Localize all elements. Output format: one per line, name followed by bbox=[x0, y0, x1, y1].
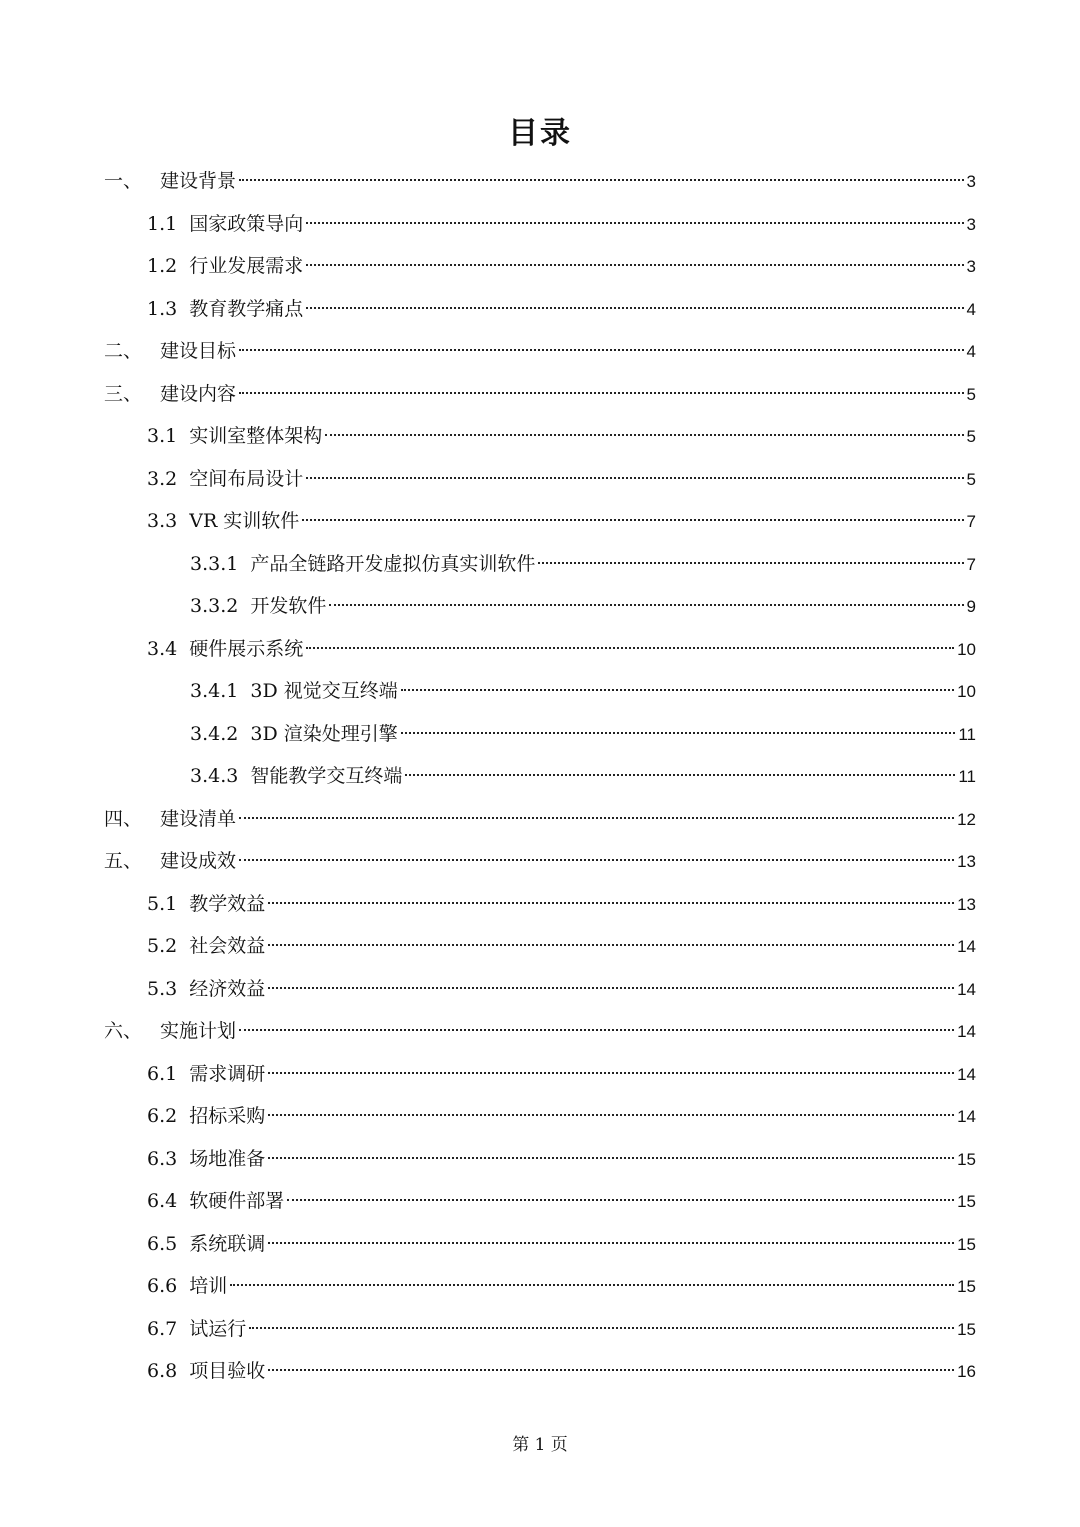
toc-entry-title: 培训 bbox=[189, 1275, 228, 1297]
toc-entry-title: 社会效益 bbox=[189, 935, 266, 957]
toc-entry-title: 试运行 bbox=[189, 1317, 247, 1340]
toc-entry-page: 9 bbox=[966, 597, 976, 616]
dot-leader bbox=[239, 1029, 954, 1031]
dot-leader bbox=[306, 647, 954, 649]
toc-entry-number: 一、 bbox=[104, 170, 143, 192]
toc-entry-number: 3.3.1 bbox=[190, 552, 239, 575]
toc-entry[interactable] bbox=[147, 458, 976, 500]
toc-entry[interactable] bbox=[147, 1265, 976, 1307]
toc-entry[interactable] bbox=[104, 840, 976, 882]
toc-entry[interactable] bbox=[147, 883, 976, 925]
toc-entry-number: 四、 bbox=[104, 807, 143, 830]
dot-leader bbox=[306, 264, 963, 266]
toc-entry[interactable] bbox=[147, 1095, 976, 1137]
toc-entry-number: 6.6 bbox=[147, 1275, 178, 1297]
toc-entry[interactable] bbox=[104, 373, 976, 415]
dot-leader bbox=[268, 1072, 954, 1074]
toc-entry[interactable] bbox=[104, 1010, 976, 1052]
dot-leader bbox=[306, 222, 963, 224]
toc-entry-title: 经济效益 bbox=[189, 977, 266, 1000]
toc-entry[interactable] bbox=[147, 968, 976, 1010]
toc-entry-page: 15 bbox=[957, 1277, 976, 1296]
toc-entry-number: 6.2 bbox=[147, 1105, 178, 1127]
dot-leader bbox=[239, 817, 954, 819]
toc-entry-title: 空间布局设计 bbox=[189, 467, 304, 490]
toc-entry[interactable] bbox=[147, 500, 976, 542]
dot-leader bbox=[239, 859, 954, 861]
toc-entry[interactable] bbox=[190, 713, 976, 755]
toc-entry-page: 15 bbox=[957, 1192, 976, 1211]
toc-entry[interactable] bbox=[147, 415, 976, 457]
toc-entry-page: 14 bbox=[957, 1064, 976, 1084]
toc-entry[interactable] bbox=[104, 798, 976, 840]
toc-entry-number: 1.1 bbox=[147, 212, 178, 235]
toc-entry-title: 3D 视觉交互终端 bbox=[250, 680, 398, 702]
toc-entry-title: VR 实训软件 bbox=[189, 510, 300, 532]
dot-leader bbox=[538, 562, 963, 564]
toc-entry-page: 3 bbox=[966, 172, 976, 191]
toc-entry-number: 五、 bbox=[104, 850, 143, 872]
toc-entry-page: 14 bbox=[957, 1022, 976, 1041]
toc-entry[interactable] bbox=[190, 670, 976, 712]
toc-entry-page: 5 bbox=[966, 469, 976, 489]
toc-entry-number: 3.3.2 bbox=[190, 595, 239, 617]
toc-entry-title: 行业发展需求 bbox=[189, 255, 304, 277]
toc-entry-title: 需求调研 bbox=[189, 1062, 266, 1085]
dot-leader bbox=[239, 392, 964, 394]
toc-entry-page: 7 bbox=[966, 554, 976, 574]
dot-leader bbox=[239, 179, 964, 181]
toc-entry-number: 6.4 bbox=[147, 1190, 178, 1212]
toc-entry-title: 建设清单 bbox=[160, 807, 237, 830]
toc-entry-number: 1.3 bbox=[147, 297, 178, 320]
toc-entry-title: 系统联调 bbox=[189, 1232, 266, 1255]
toc-entry-number: 三、 bbox=[104, 382, 143, 405]
dot-leader bbox=[268, 944, 954, 946]
toc-entry-number: 5.2 bbox=[147, 935, 178, 957]
dot-leader bbox=[268, 1114, 954, 1116]
toc-entry-title: 软硬件部署 bbox=[189, 1190, 285, 1212]
dot-leader bbox=[230, 1284, 954, 1286]
toc-entry-title: 建设成效 bbox=[160, 850, 237, 872]
dot-leader bbox=[325, 434, 963, 436]
toc-entry-number: 3.4.3 bbox=[190, 765, 239, 787]
toc-entry-page: 10 bbox=[957, 639, 976, 659]
toc-entry-page: 14 bbox=[957, 979, 976, 999]
toc-entry-number: 6.7 bbox=[147, 1317, 178, 1340]
dot-leader bbox=[329, 604, 963, 606]
toc-entry-title: 实训室整体架构 bbox=[189, 425, 323, 447]
toc-entry[interactable] bbox=[190, 585, 976, 627]
toc-entry[interactable] bbox=[104, 330, 976, 372]
toc-entry-number: 6.1 bbox=[147, 1062, 178, 1085]
toc-entry-page: 13 bbox=[957, 894, 976, 914]
toc-entry[interactable] bbox=[147, 1308, 976, 1350]
dot-leader bbox=[287, 1199, 954, 1201]
toc-entry[interactable] bbox=[147, 203, 976, 245]
toc-entry-number: 3.4.2 bbox=[190, 722, 239, 745]
toc-entry-title: 建设目标 bbox=[160, 340, 237, 362]
toc-entry-page: 4 bbox=[966, 299, 976, 319]
toc-entry-number: 3.3 bbox=[147, 510, 178, 532]
toc-entry-page: 16 bbox=[957, 1362, 976, 1381]
toc-entry-page: 3 bbox=[966, 214, 976, 234]
toc-entry-title: 建设内容 bbox=[160, 382, 237, 405]
toc-entry[interactable] bbox=[147, 1223, 976, 1265]
dot-leader bbox=[268, 1369, 954, 1371]
toc-entry[interactable] bbox=[147, 1350, 976, 1392]
toc-entry-page: 14 bbox=[957, 937, 976, 956]
toc-entry-number: 6.5 bbox=[147, 1232, 178, 1255]
page-footer: 第 1 页 bbox=[512, 1435, 568, 1455]
toc-entry-number: 六、 bbox=[104, 1020, 143, 1042]
dot-leader bbox=[268, 1242, 954, 1244]
dot-leader bbox=[401, 732, 956, 734]
dot-leader bbox=[405, 774, 955, 776]
toc-entry-number: 3.4.1 bbox=[190, 680, 239, 702]
dot-leader bbox=[268, 902, 954, 904]
toc-entry-title: 3D 渲染处理引擎 bbox=[250, 722, 398, 745]
dot-leader bbox=[268, 1157, 954, 1159]
toc-entry-title: 项目验收 bbox=[189, 1360, 266, 1382]
toc-entry-page: 15 bbox=[957, 1319, 976, 1339]
toc-entry-page: 12 bbox=[957, 809, 976, 829]
toc-entry-number: 5.1 bbox=[147, 892, 178, 915]
toc-entry-title: 建设背景 bbox=[160, 170, 237, 192]
toc-entry[interactable] bbox=[147, 1180, 976, 1222]
toc-entry-page: 15 bbox=[957, 1234, 976, 1254]
toc-entry-page: 5 bbox=[966, 427, 976, 446]
toc-entry-page: 14 bbox=[957, 1107, 976, 1126]
toc-entry-title: 教学效益 bbox=[189, 892, 266, 915]
dot-leader bbox=[306, 477, 963, 479]
dot-leader bbox=[249, 1327, 954, 1329]
dot-leader bbox=[239, 349, 964, 351]
toc-entry[interactable] bbox=[104, 160, 976, 202]
toc-entry-title: 招标采购 bbox=[189, 1105, 266, 1127]
toc-entry-page: 13 bbox=[957, 852, 976, 871]
toc-entry-number: 1.2 bbox=[147, 255, 178, 277]
toc-entry[interactable] bbox=[147, 245, 976, 287]
toc-entry[interactable] bbox=[147, 1053, 976, 1095]
toc-entry-number: 6.3 bbox=[147, 1147, 178, 1170]
toc-entry[interactable] bbox=[190, 755, 976, 797]
toc-entry-title: 国家政策导向 bbox=[189, 212, 304, 235]
toc-entry-page: 11 bbox=[958, 767, 976, 786]
toc-entry-page: 3 bbox=[966, 257, 976, 276]
dot-leader bbox=[401, 689, 954, 691]
toc-entry-page: 5 bbox=[966, 384, 976, 404]
toc-entry-title: 实施计划 bbox=[160, 1020, 237, 1042]
toc-entry-title: 开发软件 bbox=[250, 595, 327, 617]
toc-title: 目录 bbox=[508, 116, 572, 151]
toc-entry-number: 3.4 bbox=[147, 637, 178, 660]
toc-entry-number: 二、 bbox=[104, 340, 143, 362]
toc-entry[interactable] bbox=[147, 288, 976, 330]
toc-entry-page: 11 bbox=[958, 724, 976, 744]
dot-leader bbox=[302, 519, 963, 521]
toc-entry-page: 7 bbox=[966, 512, 976, 531]
dot-leader bbox=[306, 307, 963, 309]
toc-entry-title: 智能教学交互终端 bbox=[250, 765, 403, 787]
toc-entry[interactable] bbox=[147, 925, 976, 967]
toc-entry[interactable] bbox=[147, 1138, 976, 1180]
dot-leader bbox=[268, 987, 954, 989]
toc-entry-number: 3.1 bbox=[147, 425, 178, 447]
toc-entry-number: 6.8 bbox=[147, 1360, 178, 1382]
toc-entry-page: 10 bbox=[957, 682, 976, 701]
toc-entry-number: 5.3 bbox=[147, 977, 178, 1000]
toc-entry-page: 4 bbox=[966, 342, 976, 361]
toc-entry[interactable] bbox=[190, 543, 976, 585]
toc-entry[interactable] bbox=[147, 628, 976, 670]
toc-entry-title: 产品全链路开发虚拟仿真实训软件 bbox=[250, 552, 536, 575]
toc-entry-title: 场地准备 bbox=[189, 1147, 266, 1170]
toc-entry-page: 15 bbox=[957, 1149, 976, 1169]
toc-entry-title: 硬件展示系统 bbox=[189, 637, 304, 660]
toc-entry-number: 3.2 bbox=[147, 467, 178, 490]
toc-entry-title: 教育教学痛点 bbox=[189, 297, 304, 320]
